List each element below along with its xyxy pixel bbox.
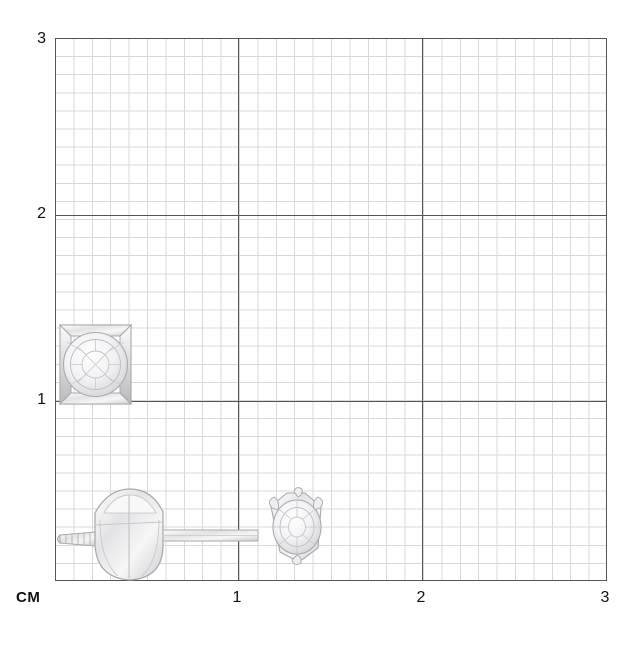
major-gridline-y-2: [56, 215, 606, 216]
ruler-major-frame: [55, 38, 607, 581]
y-tick-label-2: 2: [37, 205, 46, 222]
major-gridline-x-1: [238, 39, 239, 580]
unit-label-cm: CM: [16, 589, 41, 606]
y-tick-label-3: 3: [37, 30, 46, 47]
major-gridline-y-1: [56, 401, 606, 402]
x-tick-label-3: 3: [600, 589, 610, 606]
major-gridline-x-2: [422, 39, 423, 580]
x-tick-label-2: 2: [416, 589, 426, 606]
x-tick-label-1: 1: [232, 589, 242, 606]
y-tick-label-1: 1: [37, 391, 46, 408]
